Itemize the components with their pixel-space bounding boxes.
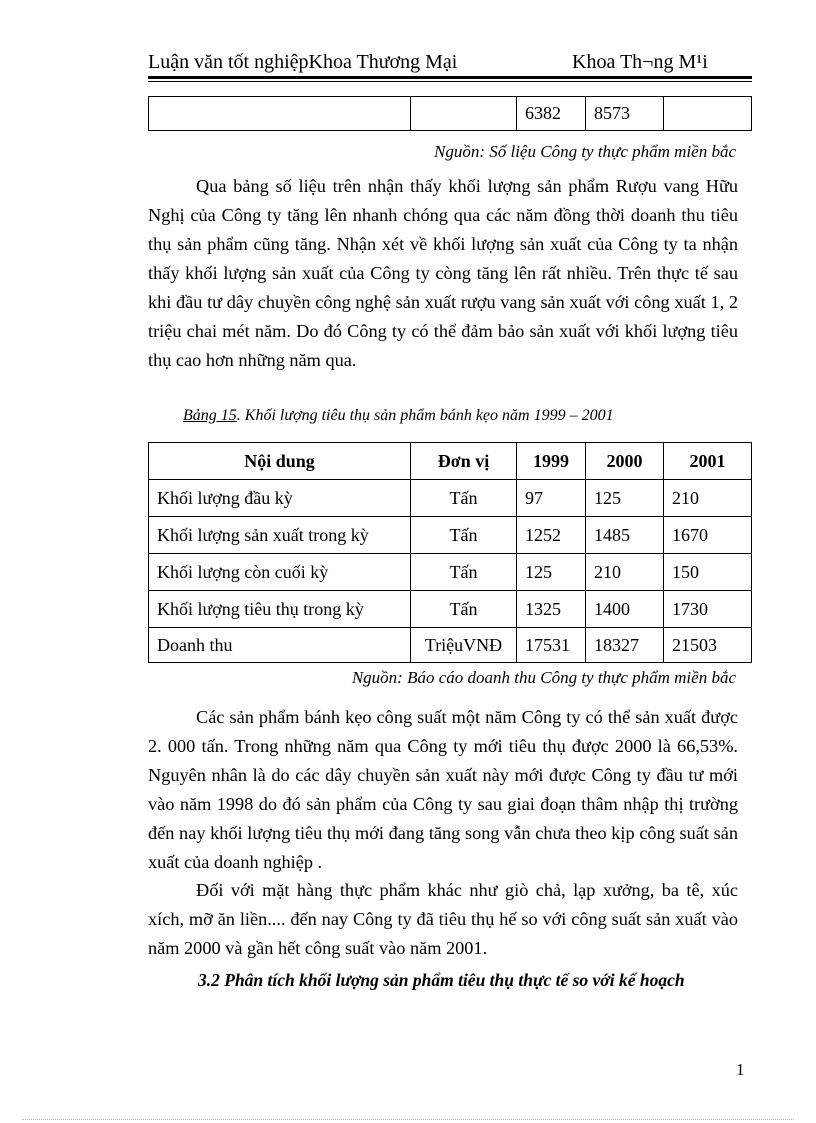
table-cell — [411, 97, 517, 131]
table-row — [149, 97, 752, 131]
table-row — [149, 554, 752, 591]
table-cell: 1670 — [664, 517, 752, 554]
header-rule-thick — [148, 76, 752, 79]
header-rule-thin — [148, 81, 752, 82]
row-label: Doanh thu — [149, 628, 411, 663]
row-unit: Tấn — [411, 591, 517, 628]
paragraph-1: Qua bảng số liệu trên nhận thấy khối lượng sản phẩm Rượu vang Hữu Nghị của Công ty tăng lên nhanh chóng qua các năm đồng thời doanh thu tiêu thụ sản phẩm cũng tăng. Nhận xét về khối lượng sản xuất của Công ty ta nhận thấy khối lượng sản xuất của Công ty còng tăng lên rất nhiều. Trên thực tế sau khi đầu tư dây chuyền công nghệ sản xuất rượu vang sản xuất với công xuất 1, 2 triệu chai mét năm. Do đó Công ty có thể đảm bảo sản xuất với khối lượng tiêu thụ cao hơn những năm qua. — [148, 176, 738, 370]
table-cell: 18327 — [586, 628, 664, 663]
table-row — [149, 591, 752, 628]
page-number: 1 — [736, 1060, 745, 1079]
row-unit: TriệuVNĐ — [411, 628, 517, 663]
table-cell: 1400 — [586, 591, 664, 628]
caption-label: Bảng 15 — [183, 407, 237, 424]
source-note-2: Nguồn: Báo cáo doanh thu Công ty thực phẩm miền bắc — [351, 668, 736, 687]
table-cell — [664, 97, 752, 131]
table-cell: 150 — [664, 554, 752, 591]
table-cell: 125 — [517, 554, 586, 591]
table-cell — [149, 97, 411, 131]
column-header: 2000 — [586, 443, 664, 480]
table-cell: 210 — [586, 554, 664, 591]
table-cell: 1730 — [664, 591, 752, 628]
paragraph-3: Đối với mặt hàng thực phẩm khác như giò chả, lạp xưởng, ba tê, xúc xích, mỡ ăn liền.... đến nay Công ty đã tiêu thụ hế so với công suất sản xuất vào năm 2000 và gần hết công suất vào năm 2001. — [148, 880, 738, 958]
table-cell: 97 — [517, 480, 586, 517]
table-cell: 8573 — [586, 97, 664, 131]
table-confectionery-volume — [148, 442, 752, 663]
table-cell: 1325 — [517, 591, 586, 628]
table-cell: 210 — [664, 480, 752, 517]
row-unit: Tấn — [411, 554, 517, 591]
column-header: 2001 — [664, 443, 752, 480]
row-label: Khối lượng còn cuối kỳ — [149, 554, 411, 591]
table-cell: 1252 — [517, 517, 586, 554]
table-row — [149, 480, 752, 517]
header-title-left: Luận văn tốt nghiệpKhoa Thương Mại — [148, 51, 458, 73]
table-caption — [183, 407, 614, 425]
table-continued — [148, 96, 752, 131]
table-cell: 21503 — [664, 628, 752, 663]
caption-text: . Khối lượng tiêu thụ sản phẩm bánh kẹo năm 1999 – 2001 — [236, 407, 614, 424]
row-unit: Tấn — [411, 480, 517, 517]
table-cell: 17531 — [517, 628, 586, 663]
paragraph-2: Các sản phẩm bánh kẹo công suất một năm Công ty có thể sản xuất được 2. 000 tấn. Trong những năm qua Công ty mới tiêu thụ được 2000 là 66,53%. Nguyên nhân là do các dây chuyền sản xuất này mới được Công ty đầu tư mới vào năm 1998 do đó sản phẩm của Công ty sau giai đoạn thâm nhập thị trường đến nay khối lượng tiêu thụ mới đang tăng song vẫn chưa theo kịp công suất sản xuất của doanh nghiệp . — [148, 707, 738, 872]
row-unit: Tấn — [411, 517, 517, 554]
page-header — [148, 48, 752, 78]
row-label: Khối lượng tiêu thụ trong kỳ — [149, 591, 411, 628]
column-header: Nội dung — [149, 443, 411, 480]
table-cell: 1485 — [586, 517, 664, 554]
row-label: Khối lượng sản xuất trong kỳ — [149, 517, 411, 554]
table-row — [149, 517, 752, 554]
section-heading: 3.2 Phân tích khối lượng sản phẩm tiêu thụ thực tế so với kế hoạch — [198, 970, 685, 990]
table-cell: 125 — [586, 480, 664, 517]
table-cell: 6382 — [517, 97, 586, 131]
table-header-row — [149, 443, 752, 480]
column-header: Đơn vị — [411, 443, 517, 480]
source-note-1: Nguồn: Số liệu Công ty thực phẩm miền bắc — [433, 142, 736, 161]
table-row — [149, 628, 752, 663]
column-header: 1999 — [517, 443, 586, 480]
row-label: Khối lượng đầu kỳ — [149, 480, 411, 517]
page-bottom-divider — [22, 1119, 794, 1120]
header-title-right: Khoa Th¬ng M¹i — [572, 51, 708, 73]
